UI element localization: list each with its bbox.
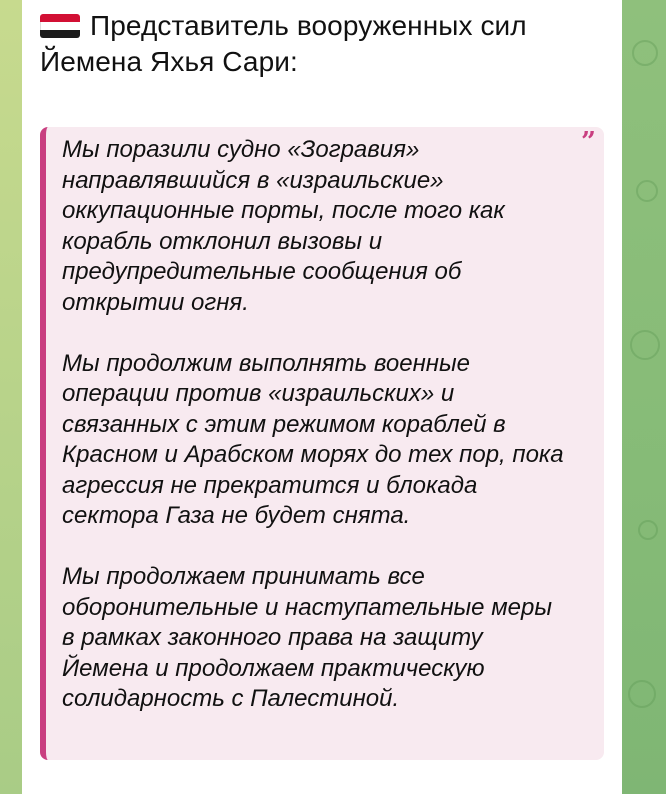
quote-mark-icon: ” [581,127,596,157]
quote-paragraph-3: Мы продолжаем принимать все оборонительные и наступательные меры в рамках законного права на защиту Йемена и продолжаем практическую солидарность с Палестиной. [62,563,553,712]
message-title: Представитель вооруженных сил Йемена Яхья Сари: [40,10,527,77]
blockquote [40,127,604,760]
message-header [40,8,610,80]
wallpaper-doodle-icon [630,330,660,360]
chat-wallpaper-left [0,0,22,794]
wallpaper-doodle-icon [628,680,656,708]
message-bubble[interactable] [22,0,622,794]
wallpaper-doodle-icon [636,180,658,202]
wallpaper-doodle-icon [632,40,658,66]
wallpaper-doodle-icon [638,520,658,540]
quote-paragraph-1: Мы поразили судно «Зогравия» направлявшийся в «израильские» оккупационные порты, после того как корабль отклонил вызовы и предупредительные сообщения об открытии огня. [62,136,505,316]
quote-paragraph-2: Мы продолжим выполнять военные операции против «израильских» и связанных с этим режимом кораблей в Красном и Арабском морях до тех пор, пока агрессия не прекратится и блокада сектора Газа не будет снята. [62,349,564,529]
yemen-flag-icon [40,14,80,38]
chat-wallpaper-right [622,0,666,794]
